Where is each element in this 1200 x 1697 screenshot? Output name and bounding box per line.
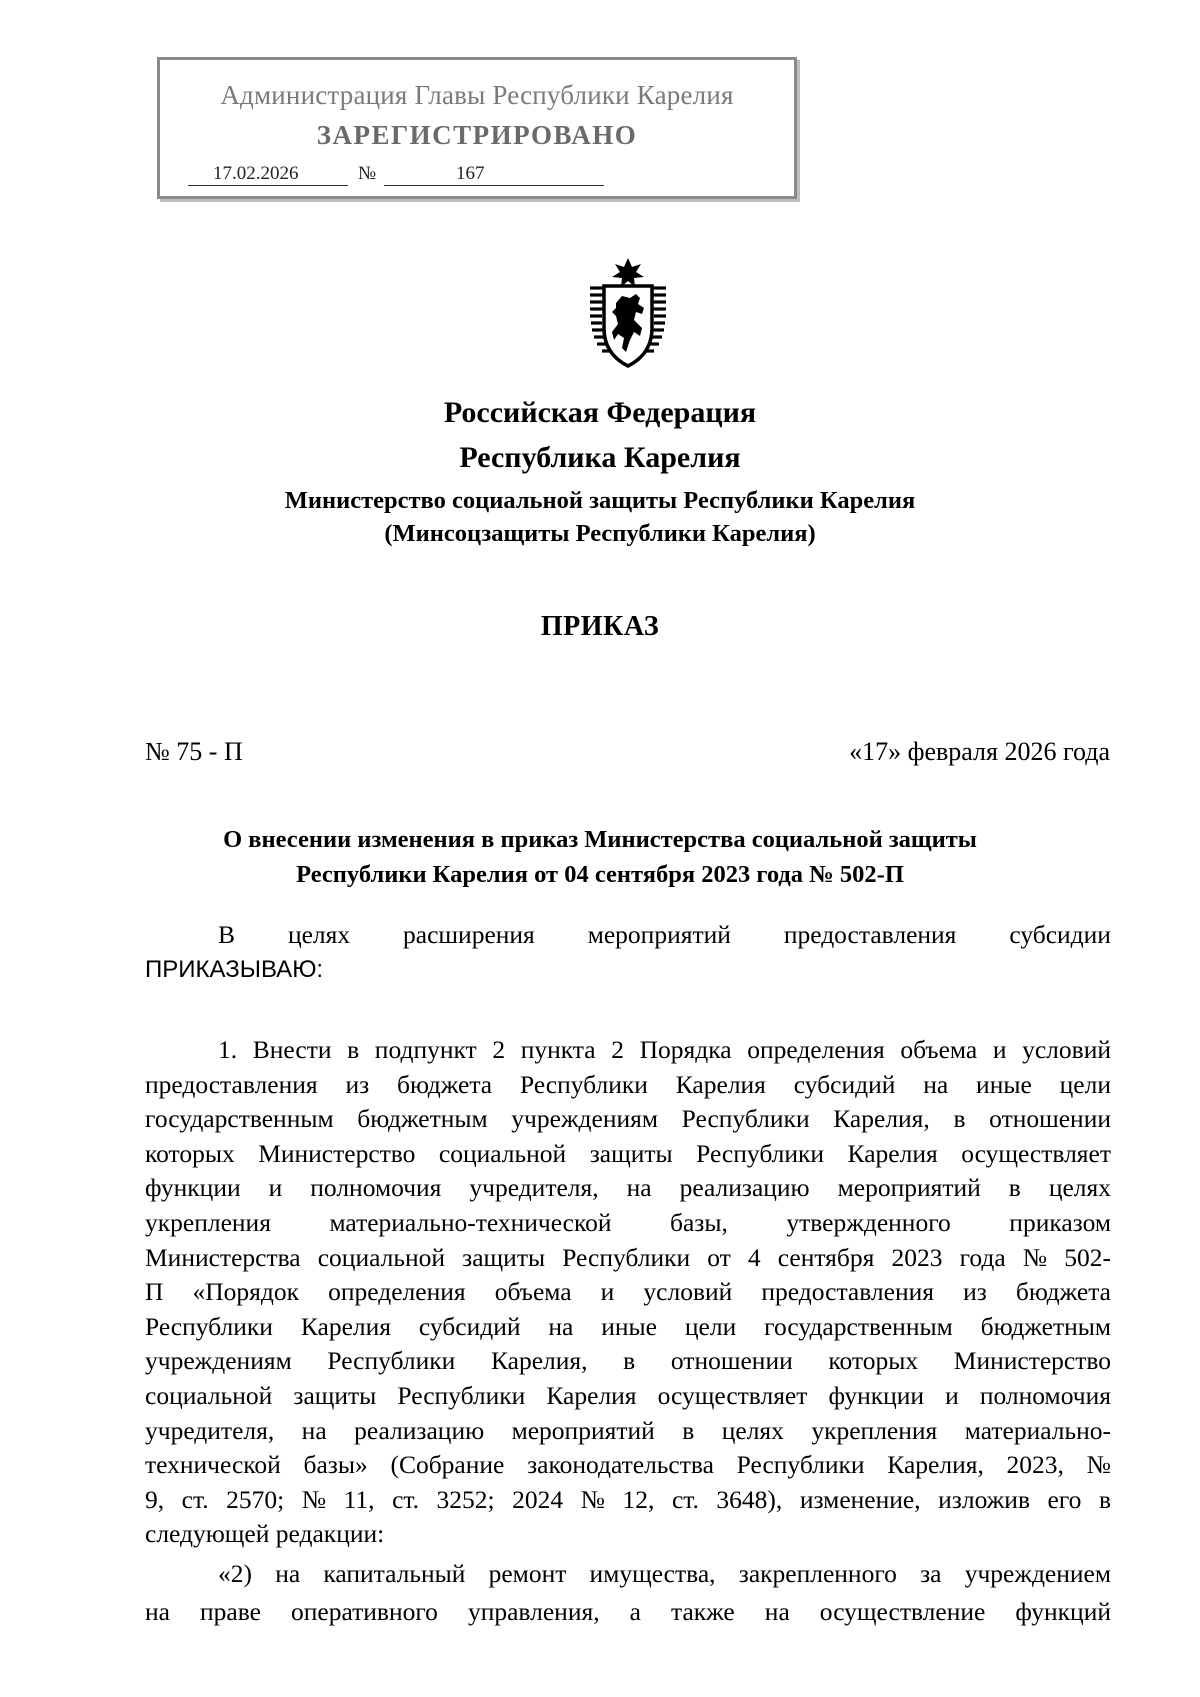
paragraph-line-text: государственным бюджетным учреждениям Республики Карелия, в отношении — [145, 1104, 1111, 1134]
paragraph-line-text: предоставления из бюджета Республики Карелия субсидий на иные цели — [145, 1069, 1111, 1099]
paragraph-line — [145, 1068, 1111, 1103]
paragraph-line-text: «2) на капитальный ремонт имущества, закрепленного за учреждением — [218, 1559, 1111, 1588]
stamp-date: 17.02.2026 — [213, 163, 299, 184]
paragraph-line-text: учреждениям Республики Карелия, в отношении которых Министерство — [145, 1346, 1111, 1376]
paragraph-line — [145, 1206, 1111, 1241]
paragraph-line-text: укрепления материально-технической базы, утвержденного приказом — [145, 1207, 1111, 1237]
paragraph-line — [145, 1344, 1111, 1379]
stamp-number: 167 — [456, 163, 485, 184]
ministry-short-title: (Минсоцзащиты Республики Карелия) — [384, 520, 816, 547]
paragraph-line — [145, 1448, 1111, 1483]
document-date: «17» февраля 2026 года — [849, 737, 1110, 766]
preamble-word: расширения — [403, 920, 535, 949]
paragraph-line — [145, 1483, 1111, 1518]
paragraph-line-text: П «Порядок определения объема и условий предоставления из бюджета — [145, 1277, 1111, 1307]
document-type: ПРИКАЗ — [540, 611, 660, 642]
paragraph-line — [145, 1379, 1111, 1414]
preamble-command: ПРИКАЗЫВАЮ: — [145, 955, 324, 983]
preamble-word: целях — [287, 920, 351, 949]
stamp-number-label: № — [358, 163, 377, 184]
paragraph-line — [145, 1275, 1111, 1310]
paragraph-last-line: следующей редакции: — [145, 1519, 385, 1549]
paragraph-line — [145, 1241, 1111, 1276]
paragraph-line — [145, 1310, 1111, 1345]
paragraph-line-text: функции и полномочия учредителя, на реализацию мероприятий в целях — [145, 1173, 1111, 1203]
stamp-organization: Администрация Главы Республики Карелия — [220, 80, 734, 110]
paragraph-line — [145, 1171, 1111, 1206]
paragraph-line-text: 9, ст. 2570; № 11, ст. 3252; 2024 № 12, ст. 3648), изменение, изложив его в — [145, 1484, 1111, 1514]
stamp-status: ЗАРЕГИСТРИРОВАНО — [316, 120, 638, 150]
paragraph-line — [145, 1033, 1111, 1068]
ministry-title: Министерство социальной защиты Республики Карелия — [284, 487, 916, 514]
region-title: Республика Карелия — [459, 441, 741, 474]
paragraph-line-text: 1. Внести в подпункт 2 пункта 2 Порядка определения объема и условий — [218, 1035, 1111, 1064]
paragraph-line — [145, 1414, 1111, 1449]
paragraph-line-text: Министерства социальной защиты Республики от 4 сентября 2023 года № 502- — [145, 1242, 1111, 1272]
paragraph-2 — [145, 1555, 1111, 1631]
paragraph-line-text: учредителя, на реализацию мероприятий в целях укрепления материально- — [145, 1415, 1111, 1445]
preamble — [145, 918, 1111, 987]
subject-line: Республики Карелия от 04 сентября 2023 года № 502-П — [296, 861, 904, 888]
karelia-coat-of-arms-icon — [586, 258, 670, 370]
preamble-word: мероприятий — [587, 920, 731, 949]
document-number: № 75 - П — [145, 737, 243, 766]
subject-line: О внесении изменения в приказ Министерства социальной защиты — [223, 826, 977, 853]
preamble-word: предоставления — [783, 920, 957, 949]
document-subject — [0, 822, 1200, 892]
paragraph-line — [145, 1593, 1111, 1631]
preamble-line — [145, 918, 1111, 953]
paragraph-line — [145, 1555, 1111, 1593]
preamble-word: В — [218, 920, 236, 949]
country-title: Российская Федерация — [443, 396, 757, 429]
paragraph-line-text: социальной защиты Республики Карелия осуществляет функции и полномочия — [145, 1380, 1111, 1410]
paragraph-line-text: на праве оперативного управления, а также на осуществление функций — [145, 1597, 1111, 1626]
paragraph-line — [145, 1137, 1111, 1172]
paragraph-line-text: которых Министерство социальной защиты Республики Карелия осуществляет — [145, 1138, 1111, 1168]
registration-stamp — [157, 57, 797, 199]
stamp-number-underline — [384, 185, 604, 186]
stamp-date-underline — [188, 185, 348, 186]
paragraph-line-text: Республики Карелия субсидий на иные цели государственным бюджетным — [145, 1311, 1111, 1341]
preamble-word: субсидии — [1009, 920, 1111, 949]
paragraph-line — [145, 1102, 1111, 1137]
paragraph-line-text: технической базы» (Собрание законодательства Республики Карелия, 2023, № — [145, 1450, 1111, 1480]
paragraph-1 — [145, 1033, 1111, 1552]
